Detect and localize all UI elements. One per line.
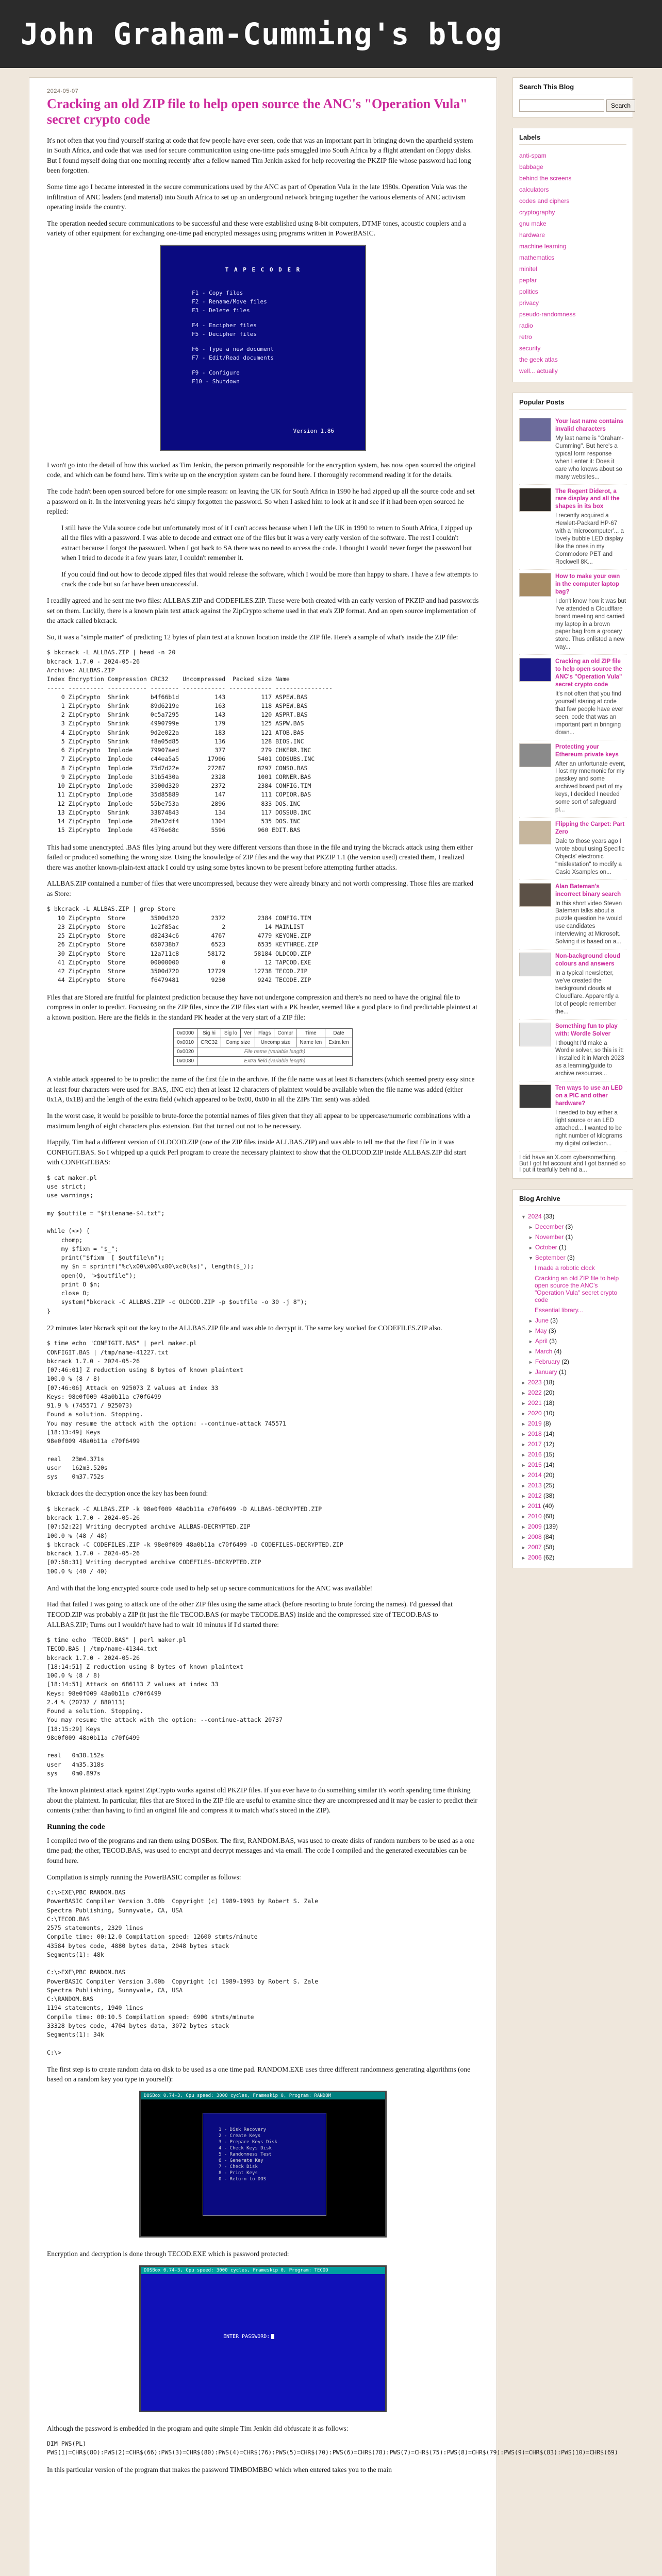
triangle-right-icon[interactable]: ► [528,1318,533,1324]
code-listing: $ bkcrack -C ALLBAS.ZIP -k 98e0f009 48a0b11a c70f6499 -D ALLBAS-DECRYPTED.ZIP bkcrack 1.7.0 - 2024-05-26 [07:52:22] Writing decrypted archive ALLBAS-DECRYPTED.ZIP 100.0 % (48 / 48) $ bkcrack -C CODEFILES.ZIP -k 98e0f009 48a0b11a c70f6499 -D CODEFILES-DECRYPTED.ZIP bkcrack 1.7.0 - 2024-05-26 [07:58:31] Writing decrypted archive CODEFILES-DECRYPTED.ZIP 100.0 % (40 / 40) [47,1505,343,1575]
label-link[interactable]: pepfar [519,277,537,284]
archive-list [519,1211,626,1563]
archive-count: (84) [543,1533,555,1540]
post-paragraph: I compiled two of the programs and ran them using DOSBox. The first, RANDOM.BAS, was used to create disks of random numbers to be used as a one time pad; the other, TECOD.BAS, was used to encrypt and decrypt messages and via email. The code I compiled and the generated executables can be found here. [47,1836,475,1865]
archive-year[interactable] [521,1501,626,1511]
password-prompt [223,2334,274,2340]
tecod-exe-screenshot [139,2265,387,2412]
triangle-right-icon[interactable]: ► [521,1400,526,1406]
dos-menu-item: F4 - Encipher files [192,321,257,329]
label-link[interactable]: retro [519,333,532,341]
random-menu-item: 3 - Prepare Keys Disk [219,2139,277,2145]
archive-link[interactable]: 2008 [527,1533,542,1540]
post-thumbnail [519,1084,551,1108]
archive-count: (15) [543,1450,555,1458]
triangle-right-icon[interactable]: ► [528,1369,533,1375]
zip-field: Flags [255,1029,274,1038]
random-menu-item: 8 - Print Keys [219,2170,258,2176]
archive-count: (4) [554,1347,562,1355]
post-paragraph: Happily, Tim had a different version of OLDCOD.ZIP (one of the ZIP files inside ALLBAS.ZIP) and was able to tell me that the first file in it was CONFIGIT.BAS. So I whipped up a quick Perl program to create the necessary plaintext to show that the OLDCOD.ZIP inside ALLBAS.ZIP did start with CONFIGIT.BAS: [47,1138,467,1166]
archive-year[interactable] [521,1511,626,1521]
archive-link[interactable]: 2009 [527,1522,542,1530]
archive-link[interactable]: Essential library... [535,1306,583,1314]
archive-link[interactable]: May [535,1327,547,1334]
dos-menu-item: F6 - Type a new document [192,345,274,352]
archive-year[interactable] [521,1532,626,1542]
archive-link[interactable]: 2007 [527,1543,542,1551]
zip-field: Sig hi [197,1029,221,1038]
archive-count: (33) [543,1212,555,1220]
popular-post-title[interactable]: Alan Bateman's incorrect binary search [555,883,621,897]
archive-year[interactable] [521,1460,626,1470]
archive-link[interactable]: September [535,1253,566,1261]
zip-field: Extra len [325,1038,352,1047]
archive-count: (3) [548,1327,556,1334]
random-menu-item: 6 - Generate Key [219,2158,263,2163]
archive-link[interactable]: February [535,1358,560,1365]
triangle-right-icon[interactable]: ► [521,1534,526,1540]
archive-month[interactable] [521,1222,626,1232]
archive-post[interactable] [521,1305,626,1315]
triangle-right-icon[interactable]: ► [521,1442,526,1447]
archive-link[interactable]: 2010 [527,1512,542,1520]
archive-link[interactable]: 2016 [527,1450,542,1458]
post-paragraph: Some time ago I became interested in the secure communications used by the ANC as part of Operation Vula in the late 1980s. Operation Vula was the infiltration of ANC leaders (and material) into South Africa to set up an underground network bringing together the various elements of ANC activism operating inside the country. [47,183,467,211]
archive-year[interactable] [521,1439,626,1449]
archive-link[interactable]: November [535,1233,564,1241]
archive-count: (3) [550,1316,558,1324]
archive-month[interactable] [521,1336,626,1346]
post-paragraph: It's not often that you find yourself staring at code that few people have ever seen, code that was an important part in bringing down the apartheid system in South Africa, and code that was used for secure communication using one-time pads smuggled into South Africa by a flight attendant on floppy disks. But I found myself doing that one morning recently after a fellow named Tim Jenkin asked for help recovering the PKZIP file whose password had long been forgotten. [47,136,473,175]
triangle-right-icon[interactable]: ► [521,1524,526,1530]
triangle-right-icon[interactable]: ► [521,1431,526,1437]
popular-post-title[interactable]: Flipping the Carpet: Part Zero [555,821,625,835]
archive-count: (3) [567,1253,575,1261]
label-link[interactable]: codes and ciphers [519,197,570,205]
post-thumbnail [519,953,551,976]
archive-count: (68) [543,1512,555,1520]
post-title[interactable]: Cracking an old ZIP file to help open source the ANC's "Operation Vula" secret crypto code [47,96,468,127]
zip-field: Name len [296,1038,325,1047]
post-paragraph: A viable attack appeared to be to predict the name of the first file in the archive. If the file name was at least 8 characters (which seemed pretty easy since at least four characters were used for .BAS, .INC etc) then at least 12 characters of plaintext would be available when the file name was added (either 0x1A, 0x1B) and the length of the extra field (which appeared to be 0x00, 0x00 in all the ZIPs Tim sent) was added. [47,1075,475,1104]
popular-post-snippet: In a typical newsletter, we've created the background clouds at Cloudflare. Apparently a lot of people remember the... [555,970,619,1015]
archive-link[interactable]: 2011 [527,1502,541,1510]
quote-paragraph: I still have the Vula source code but unfortunately most of it I can't access because when I left the UK in 1990 to return to South Africa, I zipped up all the files with a password. I was able to decode and extract one of the files but it was a very early version of the software. The rest I couldn't extract because I forgot the password. When I got back to SA there was no need to access the code. I thought I would never forget the password but when I tried to decode it a few years later, I couldn't remember it. [61,523,472,562]
triangle-right-icon[interactable]: ► [521,1421,526,1427]
archive-year[interactable] [521,1449,626,1460]
dos-menu-item: F2 - Rename/Move files [192,298,267,305]
archive-count: (8) [543,1419,551,1427]
post-paragraph: 22 minutes later bkcrack spit out the key to the ALLBAS.ZIP file and was able to decrypt it. The same key worked for CODEFILES.ZIP also. [47,1324,442,1332]
label-link[interactable]: the geek atlas [519,356,558,363]
popular-post-snippet: After an unfortunate event, I lost my mnemonic for my passkey and some archived board part of my keys, I decided I needed some sort of safeguard pl... [555,760,626,814]
triangle-right-icon[interactable]: ► [521,1483,526,1488]
archive-link[interactable]: 2017 [527,1440,542,1448]
code-listing: $ cat maker.pl use strict; use warnings; my $outfile = "$filename-$4.txt"; while (<>) { chomp; my $fixm = "$_"; print("$fixm [ $outfile\n"); my $n = sprintf("%c\x00\x00\x00\xc0(%s)", length($_)); open(O, ">$outfile"); print O $n; close O; system("bkcrack -C ALLBAS.ZIP -c OLDCOD.ZIP -p $outfile -o 30 -j 8"); } [47,1174,308,1315]
triangle-right-icon[interactable]: ► [528,1349,533,1354]
post-paragraph: The operation needed secure communications to be successful and these were established using 8-bit computers, DTMF tones, acoustic couplers and a variety of other equipment for exchanging one-time pad encrypted messages using programs written in PowerBASIC. [47,219,466,238]
dos-menu-item: F5 - Decipher files [192,330,257,337]
archive-link[interactable]: December [535,1223,564,1230]
archive-count: (14) [543,1461,555,1468]
labels-widget [512,128,633,382]
post-paragraph: The code hadn't been open sourced before for one simple reason: on leaving the UK for South Africa in 1990 he had zipped up all the source code and set a password on it. In the intervening years he'd simply forgotten the password. So when I asked him to look at it and see if it had been open sourced he replied: [47,487,475,516]
search-input[interactable] [519,99,604,112]
archive-link[interactable]: 2012 [527,1492,542,1499]
archive-count: (3) [549,1337,557,1345]
zip-field: CRC32 [197,1038,221,1047]
popular-post[interactable] [519,485,626,570]
archive-post[interactable] [521,1263,626,1273]
random-menu-item: 1 - Disk Recovery [219,2127,267,2132]
section-heading: Running the code [47,1822,105,1831]
post-paragraph: In the worst case, it would be possible to brute-force the potential names of files given that they all appear to be uppercase/numeric combinations with a maximum length of eight characters plus extension. But that turned out not to be necessary. [47,1111,470,1130]
label-link[interactable]: mathematics [519,254,555,261]
zip-field: Uncomp size [255,1038,296,1047]
zip-field: Comp size [221,1038,255,1047]
archive-count: (1) [558,1243,567,1251]
zip-field: Date [325,1029,352,1038]
triangle-right-icon[interactable]: ► [528,1245,533,1250]
popular-post-snippet: My last name is "Graham-Cumming". But here's a typical form response when I enter it: Does it care who knows about so many websites... [555,435,624,480]
widget-title: Popular Posts [519,398,626,410]
popular-post[interactable] [519,950,626,1020]
label-link[interactable]: anti-spam [519,152,547,159]
triangle-right-icon[interactable]: ► [521,1555,526,1561]
popular-post-snippet: I recently acquired a Hewlett-Packard HP-67 with a 'microcomputer'... a lovely bubble LED display like the ones in my Commodore PET and Rockwell 8K... [555,513,624,565]
code-listing: $ time echo "TECOD.BAS" | perl maker.pl TECOD.BAS | /tmp/name-41344.txt bkcrack 1.7.0 - 2024-05-26 [18:14:51] Z reduction using 8 bytes of known plaintext 100.0 % (8 / 8) [18:14:51] Attack on 686113 Z values at index 33 Keys: 98e0f009 48a0b11a c70f6499 2.4 % (20737 / 880113) Found a solution. Stopping. You may resume the attack with the option: --continue-attack 20737 [18:15:29] Keys 98e0f009 48a0b11a c70f6499 real 0m38.152s user 4m35.318s sys 0m0.897s [47,1636,283,1777]
labels-list [519,150,626,377]
popular-post-title[interactable]: Non-background cloud colours and answers [555,953,620,968]
label-link[interactable]: privacy [519,299,539,307]
triangle-right-icon[interactable]: ► [521,1462,526,1468]
archive-count: (139) [543,1522,558,1530]
popular-post-title[interactable]: Protecting your Ethereum private keys [555,743,619,758]
code-listing: $ bkcrack -L ALLBAS.ZIP | head -n 20 bkcrack 1.7.0 - 2024-05-26 Archive: ALLBAS.ZIP Index Encryption Compression CRC32 Uncompressed Packed size Name ----- ---------- ----------- -------- ------------ ------------ ---------------- 0 ZipCrypto Shrink b4f66b1d 143 117 ASPEW.BAS 1 ZipCrypto Shrink 89d6219e 163 118 ASPEW.BAS 2 ZipCrypto Shrink 0c5a7295 143 120 ASPRT.BAS 3 ZipCrypto Shrink 4990799e 179 125 ASPW.BAS 4 ZipCrypto Shrink 9d2e022a 183 121 ATOB.BAS 5 ZipCrypto Shrink f8a05d85 136 128 BIOS.INC 6 ZipCrypto Implode 79907aed 377 279 CHKERR.INC 7 ZipCrypto Implode c44ea5a5 17906 5401 CODSUBS.INC 8 ZipCrypto Implode 75d7d22e 27287 8297 CONSO.BAS 9 ZipCrypto Implode 31b5430a 2328 1001 CORNER.BAS 10 ZipCrypto Implode 3500d320 2372 2384 CONFIG.TIM 11 ZipCrypto Implode 35d85889 147 111 COPIOR.BAS 12 ZipCrypto Implode 55be753a 2896 833 DOS.INC 13 ZipCrypto Shrink 33874843 134 117 DOSSUB.INC 14 ZipCrypto Implode 28e32df4 1304 535 DOS.INC 15 ZipCrypto Implode 4576e68c 5596 960 EDIT.BAS [47,649,333,834]
dos-menu-item: F7 - Edit/Read documents [192,354,274,361]
archive-year[interactable] [521,1521,626,1532]
post-thumbnail [519,573,551,597]
post-paragraph: And with that the long encrypted source code used to help set up secure communications for the ANC was available! [47,1584,372,1592]
popular-post[interactable] [519,655,626,740]
archive-link[interactable]: 2020 [527,1409,542,1417]
triangle-down-icon[interactable]: ▼ [521,1214,526,1219]
archive-count: (1) [558,1368,567,1376]
random-menu-item: 4 - Check Keys Disk [219,2145,272,2151]
dosbox-titlebar: DOSBox 0.74-3, Cpu speed: 3000 cycles, Frameskip 0, Program: TECOD [141,2267,385,2274]
zip-offset: 0x0010 [174,1038,197,1047]
popular-post-snippet: I needed to buy either a light source or an LED attached... I wanted to be right number of kilograms my digital collection... [555,1110,622,1147]
zip-field: File name (variable length) [197,1047,353,1057]
archive-link[interactable]: 2013 [527,1481,542,1489]
zip-header-diagram [173,1028,352,1066]
popular-post-title[interactable]: The Regent Diderot, a rare display and all the shapes in its box [555,488,620,510]
popular-post-snippet: I don't know how it was but I've attended a Cloudflare board meeting and carried my laptop in a brown paper bag from a grocery store. Thus enlisted a new way... [555,598,626,651]
archive-year[interactable] [521,1542,626,1552]
label-link[interactable]: radio [519,322,533,329]
label-link[interactable]: hardware [519,231,545,239]
password-prompt-label: ENTER PASSWORD: [223,2333,270,2340]
archive-count: (58) [543,1543,555,1551]
archive-year[interactable] [521,1480,626,1490]
post-paragraph: I readily agreed and he sent me two files: ALLBAS.ZIP and CODEFILES.ZIP. These were both created with an early version of PKZIP and had passwords set on them. Luckily, there is a known plain text attack against the ZipCrypto scheme used in that era's ZIP format. And an open source implementation of the attack called bkcrack. [47,597,479,625]
zip-field: Extra field (variable length) [197,1057,353,1066]
triangle-down-icon[interactable]: ▼ [528,1255,533,1261]
archive-link[interactable]: 2022 [527,1388,542,1396]
sidebar [512,77,633,2576]
code-listing: $ time echo "CONFIGIT.BAS" | perl maker.pl CONFIGIT.BAS | /tmp/name-41227.txt bkcrack 1.7.0 - 2024-05-26 [07:46:01] Z reduction using 8 bytes of known plaintext 100.0 % (8 / 8) [07:46:06] Attack on 925073 Z values at index 33 Keys: 98e0f009 48a0b11a c70f6499 91.9 % (745571 / 925073) Found a solution. Stopping. You may resume the attack with the option: --continue-attack 745571 [18:13:49] Keys 98e0f009 48a0b11a c70f6499 real 23m4.371s user 162m3.520s sys 0m37.752s [47,1340,286,1481]
post-paragraph: The known plaintext attack against ZipCrypto works against old PKZIP files. If you ever have to do something similar it's worth spending time thinking about the plaintext. In particular, files that are Stored in the ZIP file are useful to examine since they are uncompressed and it may be easier to predict their contents (rather than having to find an original file and compress it to match what's stored in the ZIP). [47,1786,477,1815]
archive-count: (20) [543,1388,555,1396]
dos-title: T A P E C O D E R [225,266,301,273]
triangle-right-icon[interactable]: ► [521,1503,526,1509]
post-thumbnail [519,658,551,682]
archive-link[interactable]: March [535,1347,553,1355]
page-layout [29,77,633,2576]
triangle-right-icon[interactable]: ► [521,1545,526,1550]
archive-count: (2) [561,1358,569,1365]
popular-post-snippet: I thought I'd make a Wordle solver, so this is it: I installed it in March 2023 as a learning/guide to archive resources... [555,1040,624,1077]
archive-month[interactable] [521,1252,626,1263]
archive-link[interactable]: 2019 [527,1419,542,1427]
archive-year[interactable] [521,1418,626,1429]
random-menu-item: 5 - Randomness Test [219,2151,272,2157]
post-thumbnail [519,821,551,844]
popular-post-title[interactable]: Something fun to play with: Wordle Solver [555,1023,618,1037]
random-menu-item: 7 - Check Disk [219,2164,258,2170]
post-paragraph: Compilation is simply running the PowerBASIC compiler as follows: [47,1873,241,1881]
archive-count: (18) [543,1399,555,1406]
dos-menu-item: F9 - Configure [192,369,240,376]
archive-year[interactable] [521,1398,626,1408]
archive-month[interactable] [521,1315,626,1326]
archive-year[interactable] [521,1211,626,1222]
triangle-right-icon[interactable]: ► [521,1493,526,1499]
archive-year[interactable] [521,1470,626,1480]
post-paragraph: ALLBAS.ZIP contained a number of files that were uncompressed, because they were already binary and not worth compressing. Those files are marked as Store: [47,879,473,897]
dos-menu-item: F10 - Shutdown [192,378,240,385]
triangle-right-icon[interactable]: ► [521,1411,526,1416]
widget-title: Labels [519,133,626,145]
popular-post[interactable] [519,740,626,818]
post-thumbnail [519,1023,551,1046]
archive-link[interactable]: 2014 [527,1471,542,1479]
archive-link[interactable]: January [535,1368,557,1376]
archive-year[interactable] [521,1408,626,1418]
popular-post-snippet: In this short video Steven Bateman talks about a puzzle question he would use candidates interviewing at Microsoft. Solving it is based on a... [555,900,622,945]
label-link[interactable]: pseudo-randomness [519,311,576,318]
triangle-right-icon[interactable]: ► [521,1472,526,1478]
archive-count: (10) [543,1409,555,1417]
archive-count: (3) [565,1223,573,1230]
zip-field: Ver [240,1029,255,1038]
archive-count: (40) [543,1502,554,1510]
label-link[interactable]: babbage [519,163,543,171]
label-link[interactable]: security [519,345,541,352]
post-paragraph: Had that failed I was going to attack one of the other ZIP files using the same attack (before resorting to brute forcing the names). I'd guessed that TECOD.ZIP was probably a ZIP (it just the file TECOD.BAS (or maybe TECODE.BAS) inside and the compressed size of TECOD.BAS to ALLBAS.ZIP; Turns out I wouldn't have had to wait 10 minutes if I'd started there: [47,1600,453,1629]
label-link[interactable]: cryptography [519,209,555,216]
triangle-right-icon[interactable]: ► [521,1390,526,1396]
popular-footer: I did have an X.com cybersomething. But I got hit account and I got banned so I put it tearfully behind a... [519,1154,626,1173]
label-link[interactable]: gnu make [519,220,547,227]
archive-link[interactable]: 2024 [527,1212,542,1220]
label-link[interactable]: calculators [519,186,549,193]
archive-link[interactable]: 2023 [527,1378,542,1386]
random-exe-screenshot [139,2091,387,2238]
label-link[interactable]: well... actually [519,367,558,375]
archive-link[interactable]: October [535,1243,557,1251]
zip-offset: 0x0000 [174,1029,197,1038]
archive-count: (62) [543,1553,555,1561]
post-paragraph: Although the password is embedded in the program and quite simple Tim Jenkin did obfuscate it as follows: [47,2424,349,2432]
search-widget [512,77,633,117]
random-menu-item: 0 - Return to DOS [219,2176,267,2182]
archive-month[interactable] [521,1357,626,1367]
cursor-icon [271,2334,274,2339]
archive-count: (25) [543,1481,555,1489]
triangle-right-icon[interactable]: ► [528,1359,533,1365]
post-paragraph: Files that are Stored are fruitful for plaintext prediction because they have not undergone compression and there's no need to have the original file to compress in order to predict. Focussing on the ZIP files, since the ZIP files start with a PK header, seemed like a good place to find predictable plaintext at a known position. Here are the fields in the standard PK header at the very start of a ZIP file: [47,993,477,1021]
label-link[interactable]: machine learning [519,243,567,250]
post-paragraph: This had some unencrypted .BAS files lying around but they were different versions than those in the file and trying the bkcrack attack using them either failed or produced something the wrong size. Using the knowledge of ZIP files and the way that PKZIP 1.1 (the version used) created them, I realized there was another known-plain-text attack I could try using some bytes known to be present before attempting further attacks. [47,843,473,871]
archive-count: (12) [543,1440,555,1448]
archive-month[interactable] [521,1367,626,1377]
dos-menu-item: F1 - Copy files [192,289,243,296]
zip-field: Time [296,1029,325,1038]
blog-archive-widget [512,1189,633,1568]
popular-post-snippet: Dale to those years ago I wrote about using Specific Objects' electronic "misfestation" to modify a Casio Xsamples on... [555,838,625,875]
archive-link[interactable]: June [535,1316,549,1324]
code-listing: C:\>EXE\PBC RANDOM.BAS PowerBASIC Compiler Version 3.00b Copyright (c) 1989-1993 by Robert S. Zale Spectra Publishing, Sunnyvale, CA, USA C:\TECOD.BAS 2575 statements, 2329 lines Compile time: 00:12.0 Compilation speed: 12600 stmts/minute 43584 bytes code, 4880 bytes data, 2048 bytes stack Segments(1): 48k C:\>EXE\PBC RANDOM.BAS PowerBASIC Compiler Version 3.00b Copyright (c) 1989-1993 by Robert S. Zale Spectra Publishing, Sunnyvale, CA, USA C:\RANDOM.BAS 1194 statements, 1940 lines Compile time: 00:10.5 Compilation speed: 6900 stmts/minute 33328 bytes code, 4704 bytes data, 3072 bytes stack Segments(1): 34k C:\> [47,1889,319,2056]
code-listing: $ bkcrack -L ALLBAS.ZIP | grep Store 10 ZipCrypto Store 3500d320 2372 2384 CONFIG.TIM 23 ZipCrypto Store 1e2f85ac 2 14 MAINLIST 25 ZipCrypto Store d82434c6 4767 4779 KEYONE.ZIP 26 ZipCrypto Store 650738b7 6523 6535 KEYTHREE.ZIP 30 ZipCrypto Store 12a711c8 58172 58184 OLDCOD.ZIP 41 ZipCrypto Store 00000000 0 12 TAPCOD.EXE 42 ZipCrypto Store 3500d720 12729 12738 TECOD.ZIP 44 ZipCrypto Store f6479481 9230 9242 TECODE.ZIP [47,905,319,984]
post-thumbnail [519,418,551,442]
search-button[interactable]: Search [606,99,635,112]
post-thumbnail [519,743,551,767]
archive-month[interactable] [521,1346,626,1357]
widget-title: Blog Archive [519,1195,626,1206]
triangle-right-icon[interactable]: ► [521,1514,526,1519]
popular-post-title[interactable]: Your last name contains invalid characters [555,418,624,432]
site-header [0,0,662,68]
triangle-right-icon[interactable]: ► [528,1338,533,1344]
triangle-right-icon[interactable]: ► [528,1224,533,1230]
archive-count: (1) [565,1233,573,1241]
random-menu-item: 2 - Create Keys [219,2133,261,2139]
triangle-right-icon[interactable]: ► [521,1380,526,1385]
archive-month[interactable] [521,1232,626,1242]
archive-count: (18) [543,1378,555,1386]
post-date: 2024-05-07 [47,88,79,94]
label-link[interactable]: minitel [519,265,537,273]
label-link[interactable]: politics [519,288,538,295]
popular-post[interactable] [519,570,626,655]
random-menu [203,2113,326,2216]
widget-title: Search This Blog [519,83,626,94]
triangle-right-icon[interactable]: ► [521,1452,526,1458]
archive-link[interactable]: I made a robotic clock [535,1264,595,1272]
post-paragraph: I won't go into the detail of how this worked as Tim Jenkin, the person primarily responsible for the encryption system, has now open sourced the original code, and which can be found here. Tim's write up on the encryption system can be found here. I thoroughly recommend reading it for the details. [47,461,476,479]
archive-link[interactable]: 2015 [527,1461,542,1468]
zip-offset: 0x0030 [174,1057,197,1066]
dosbox-titlebar: DOSBox 0.74-3, Cpu speed: 3000 cycles, Frameskip 0, Program: RANDOM [141,2092,385,2099]
zip-offset: 0x0020 [174,1047,197,1057]
archive-year[interactable] [521,1377,626,1387]
popular-post-title[interactable]: Cracking an old ZIP file to help open source the ANC's "Operation Vula" secret crypto code [555,658,622,688]
code-listing: DIM PWS(PL) PWS(1)=CHR$(80):PWS(2)=CHR$(66):PWS(3)=CHR$(80):PWS(4)=CHR$(76):PWS(5)=CHR$(70):PWS(6)=CHR$(78):PWS(7)=CHR$(75):PWS(8)=CHR$(79):PWS(9)=CHR$(83):PWS(10)=CHR$(69) [47,2440,618,2456]
triangle-right-icon[interactable]: ► [528,1328,533,1334]
popular-post[interactable] [519,1081,626,1151]
quote-block [61,523,479,589]
post-thumbnail [519,488,551,512]
archive-post[interactable] [521,1273,626,1305]
quote-paragraph: If you could find out how to decode zipped files that would release the software, which I would be more than happy to share. I have a few attempts to crack the code but so far have been unsuccessful. [61,570,478,588]
tapecoder-screenshot [160,245,366,451]
archive-link[interactable]: April [535,1337,548,1345]
archive-year[interactable] [521,1429,626,1439]
post-paragraph: Encryption and decryption is done through TECOD.EXE which is password protected: [47,2249,289,2258]
archive-year[interactable] [521,1490,626,1501]
archive-year[interactable] [521,1552,626,1563]
zip-field: Sig lo [221,1029,240,1038]
post-paragraph: The first step is to create random data on disk to be used as a one time pad. RANDOM.EXE uses three different randomness generating algorithms (one based on a random key you type in yourself): [47,2065,471,2083]
archive-month[interactable] [521,1326,626,1336]
popular-post-title[interactable]: How to make your own in the computer laptop bag? [555,573,620,595]
post-paragraph: bkcrack does the decryption once the key has been found: [47,1489,208,1498]
archive-link[interactable]: 2018 [527,1430,542,1437]
label-link[interactable]: behind the screens [519,175,572,182]
popular-post-title[interactable]: Ten ways to use an LED on a PIC and other hardware? [555,1085,623,1107]
popular-posts-widget [512,393,633,1179]
post-paragraph: In this particular version of the program that makes the password TIMBOMBBO which when entered takes you to the main [47,2465,392,2473]
popular-post[interactable] [519,818,626,880]
archive-year[interactable] [521,1387,626,1398]
site-title[interactable]: John Graham-Cumming's blog [21,16,502,52]
archive-count: (38) [543,1492,555,1499]
popular-post[interactable] [519,415,626,485]
post-paragraph: So, it was a "simple matter" of predicting 12 bytes of plain text at a known location inside the ZIP file. Here's a sample of what's inside the ZIP file: [47,633,458,641]
archive-count: (20) [543,1471,555,1479]
zip-field: Compr [274,1029,296,1038]
archive-link[interactable]: Cracking an old ZIP file to help open source the ANC's "Operation Vula" secret crypto code [535,1274,619,1303]
popular-post-snippet: It's not often that you find yourself staring at code that few people have ever seen, code that was an important part in bringing down... [555,691,623,736]
post-thumbnail [519,883,551,907]
dos-menu [192,289,334,386]
popular-post[interactable] [519,1020,626,1082]
dos-version: Version 1.86 [293,427,334,434]
archive-month[interactable] [521,1242,626,1252]
dos-menu-item: F3 - Delete files [192,307,250,314]
archive-link[interactable]: 2021 [527,1399,542,1406]
archive-link[interactable]: 2006 [527,1553,542,1561]
triangle-right-icon[interactable]: ► [528,1234,533,1240]
popular-post[interactable] [519,880,626,950]
archive-count: (14) [543,1430,555,1437]
